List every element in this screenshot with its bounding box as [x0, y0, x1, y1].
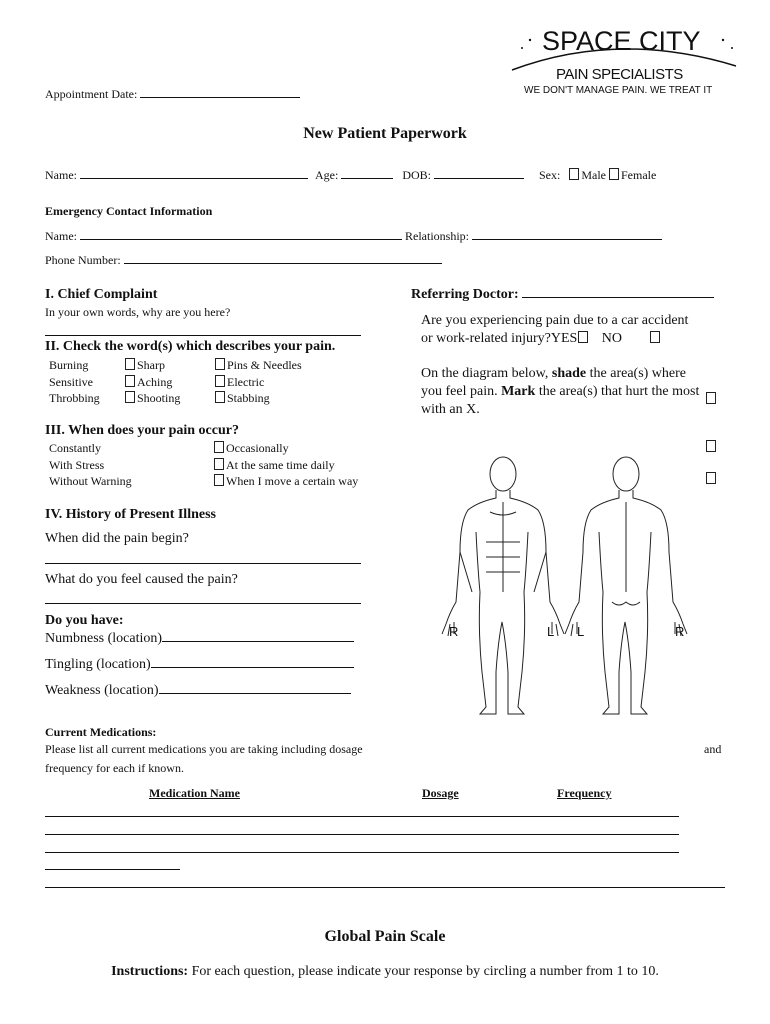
- occur-warning: Without Warning: [49, 474, 132, 488]
- appointment-row: [45, 87, 300, 102]
- diagram-text: the area(s) that hurt the most: [535, 384, 700, 399]
- move-checkbox[interactable]: [214, 474, 224, 486]
- no-checkbox[interactable]: [650, 331, 660, 343]
- referring-label: Referring Doctor:: [411, 287, 519, 302]
- word-sensitive: Sensitive: [49, 374, 93, 389]
- front-figure: [442, 457, 564, 714]
- meds-line2: frequency for each if known.: [45, 761, 184, 775]
- emergency-heading: Emergency Contact Information: [45, 204, 213, 218]
- pain-words-col2: [125, 357, 180, 407]
- stray-checkbox[interactable]: [706, 392, 716, 404]
- have-weakness: [45, 683, 351, 699]
- occasionally-checkbox[interactable]: [214, 441, 224, 453]
- emergency-name-field[interactable]: [80, 238, 402, 240]
- pain-scale-instructions: [0, 964, 770, 980]
- electric-checkbox[interactable]: [215, 375, 225, 387]
- chief-complaint-field[interactable]: [45, 335, 361, 336]
- diagram-instr-3: with an X.: [421, 402, 480, 417]
- word-burning: Burning: [49, 358, 89, 372]
- pain-words-col3: [215, 357, 302, 407]
- age-label: Age:: [315, 168, 339, 182]
- chief-complaint-heading: I. Chief Complaint: [45, 287, 158, 302]
- meds-field[interactable]: [45, 869, 180, 870]
- instructions-label: Instructions:: [111, 964, 189, 979]
- logo-title: SPACE CITY: [542, 26, 701, 56]
- word-aching: Aching: [137, 374, 173, 389]
- logo-tagline: WE DON'T MANAGE PAIN. WE TREAT IT: [524, 85, 713, 96]
- numbness-field[interactable]: [162, 640, 354, 642]
- diagram-instr-1: [421, 366, 686, 382]
- patient-name-row: [45, 168, 656, 183]
- have-heading: Do you have:: [45, 613, 124, 628]
- no-label: NO: [601, 331, 623, 346]
- appointment-date-field[interactable]: [140, 96, 300, 98]
- numbness-label: Numbness (location): [45, 631, 163, 646]
- accident-line2: or work-related injury?: [421, 331, 551, 346]
- pain-scale-title: Global Pain Scale: [324, 928, 446, 945]
- word-throbbing: Throbbing: [49, 391, 100, 405]
- diagram-label-l-back: L: [577, 624, 585, 639]
- female-label: Female: [621, 168, 657, 182]
- phone-label: Phone Number:: [45, 253, 121, 267]
- occur-col1: [49, 440, 132, 490]
- back-figure: [565, 457, 687, 714]
- meds-col-frequency: Frequency: [557, 786, 612, 800]
- occur-constantly: Constantly: [49, 441, 102, 455]
- shade-word: shade: [551, 366, 587, 381]
- emergency-name-label: Name:: [45, 229, 77, 243]
- male-checkbox[interactable]: [569, 168, 579, 180]
- weakness-field[interactable]: [159, 692, 351, 694]
- body-diagram[interactable]: [436, 452, 696, 732]
- accident-line1: Are you experiencing pain due to a car accident: [421, 313, 689, 328]
- diagram-text: On the diagram below,: [421, 366, 552, 381]
- logo-subtitle: PAIN SPECIALISTS: [556, 66, 683, 83]
- pain-words-heading: II. Check the word(s) which describes your pain.: [45, 339, 336, 354]
- have-numbness: [45, 631, 354, 647]
- word-shooting: Shooting: [137, 391, 181, 405]
- phone-row: [45, 253, 442, 268]
- word-stabbing: Stabbing: [227, 391, 270, 405]
- sharp-checkbox[interactable]: [125, 358, 135, 370]
- emergency-name-row: [45, 229, 662, 244]
- pain-words-col1: [49, 357, 100, 407]
- occur-move: When I move a certain way: [226, 474, 359, 488]
- occur-col2: [214, 440, 358, 490]
- aching-checkbox[interactable]: [125, 375, 135, 387]
- female-checkbox[interactable]: [609, 168, 619, 180]
- chief-complaint-prompt: In your own words, why are you here?: [45, 305, 231, 319]
- word-electric: Electric: [227, 374, 265, 389]
- instructions-text: For each question, please indicate your response by circling a number from 1 to 10.: [188, 964, 659, 979]
- occur-same-time: At the same time daily: [226, 457, 335, 472]
- diagram-instr-2: [421, 384, 699, 400]
- dob-field[interactable]: [434, 177, 524, 179]
- meds-field[interactable]: [45, 834, 679, 835]
- stray-checkbox[interactable]: [706, 472, 716, 484]
- diagram-text: the area(s) where: [586, 366, 687, 381]
- diagram-label-r-front: R: [449, 624, 459, 639]
- diagram-label-r-back: R: [675, 624, 685, 639]
- yes-checkbox[interactable]: [578, 331, 588, 343]
- meds-field[interactable]: [45, 816, 679, 817]
- male-label: Male: [581, 168, 606, 182]
- dob-label: DOB:: [402, 168, 431, 182]
- page-title: New Patient Paperwork: [303, 125, 467, 142]
- history-heading: IV. History of Present Illness: [45, 507, 216, 522]
- meds-field[interactable]: [45, 852, 679, 853]
- occur-heading: III. When does your pain occur?: [45, 423, 239, 438]
- tingling-label: Tingling (location): [45, 657, 151, 672]
- patient-name-label: Name:: [45, 168, 77, 182]
- stabbing-checkbox[interactable]: [215, 391, 225, 403]
- age-field[interactable]: [341, 177, 393, 179]
- appointment-label: Appointment Date:: [45, 87, 138, 101]
- history-q2: What do you feel caused the pain?: [45, 572, 238, 587]
- occur-occasionally: Occasionally: [226, 441, 289, 455]
- stray-checkbox[interactable]: [706, 440, 716, 452]
- accident-line2-row: [421, 331, 662, 347]
- occur-stress: With Stress: [49, 457, 105, 472]
- same-time-checkbox[interactable]: [214, 458, 224, 470]
- pins-checkbox[interactable]: [215, 358, 225, 370]
- referring-row: [411, 287, 714, 303]
- meds-line1: Please list all current medications you are taking including dosage: [45, 742, 363, 756]
- word-sharp: Sharp: [137, 358, 165, 372]
- patient-name-field[interactable]: [80, 177, 308, 179]
- history-q1: When did the pain begin?: [45, 531, 189, 546]
- shooting-checkbox[interactable]: [125, 391, 135, 403]
- yes-label: YES: [550, 331, 578, 346]
- tingling-field[interactable]: [151, 666, 354, 668]
- sex-label: Sex:: [539, 168, 561, 182]
- meds-and: and: [704, 742, 722, 756]
- word-pins: Pins & Needles: [227, 358, 302, 372]
- history-q2-field[interactable]: [45, 603, 361, 604]
- diagram-text: you feel pain.: [421, 384, 502, 399]
- phone-field[interactable]: [124, 262, 442, 264]
- meds-col-name: Medication Name: [149, 786, 240, 800]
- relationship-label: Relationship:: [405, 229, 469, 243]
- weakness-label: Weakness (location): [45, 683, 159, 698]
- meds-field[interactable]: [45, 887, 725, 888]
- meds-col-dosage: Dosage: [422, 786, 459, 800]
- diagram-label-l-front: L: [547, 624, 555, 639]
- referring-field[interactable]: [522, 296, 714, 298]
- have-tingling: [45, 657, 354, 673]
- mark-word: Mark: [501, 384, 536, 399]
- logo: [508, 22, 740, 102]
- history-q1-field[interactable]: [45, 563, 361, 564]
- meds-heading: Current Medications:: [45, 725, 157, 739]
- relationship-field[interactable]: [472, 238, 662, 240]
